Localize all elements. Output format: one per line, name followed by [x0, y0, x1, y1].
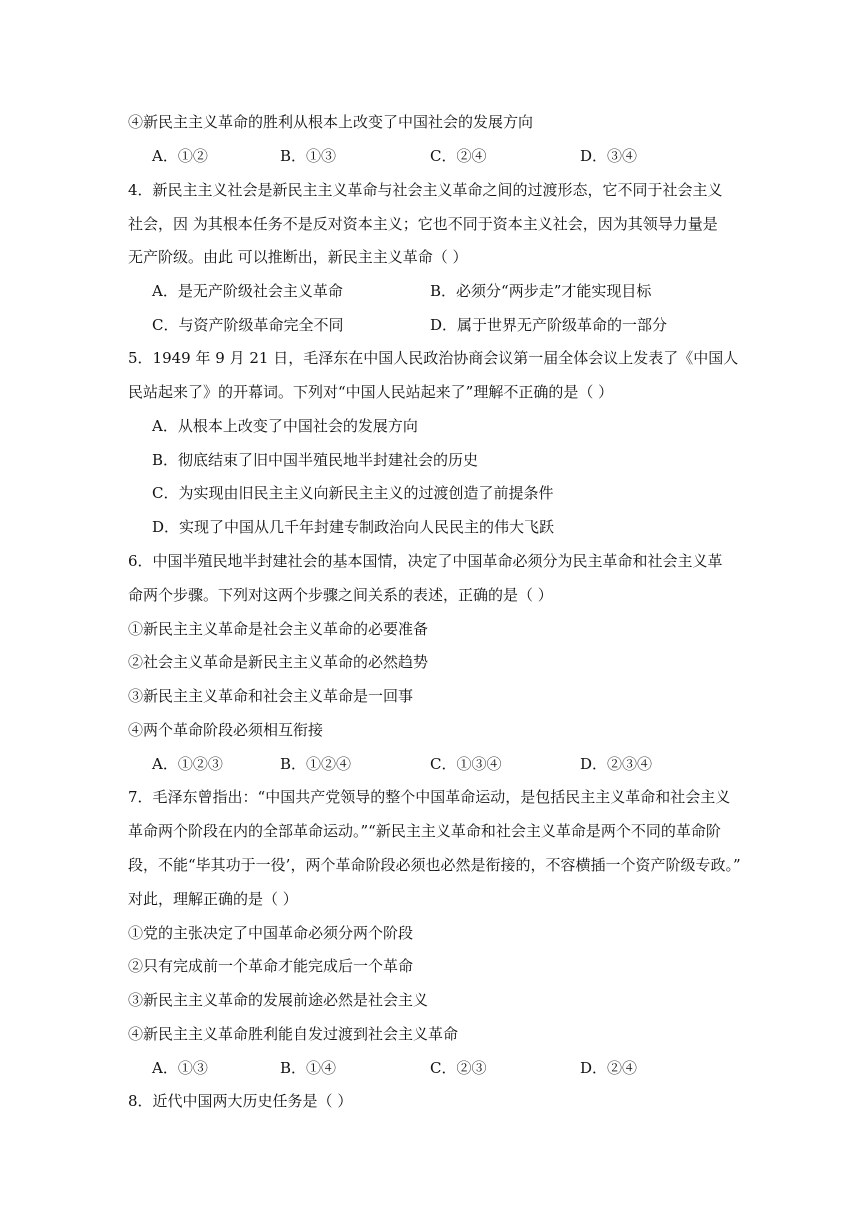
q7-statement-2: ②只有完成前一个革命才能完成后一个革命	[128, 957, 414, 975]
q4-option-a: A．是无产阶级社会主义革命	[152, 282, 343, 300]
q4-text-line-2: 社会，因 为其根本任务不是反对资本主义；它也不同于资本主义社会，因为其领导力量是	[128, 215, 718, 233]
q7-options	[0, 1057, 860, 1081]
q3-option-c: C．②④	[430, 147, 487, 165]
q6-statement-1: ①新民主主义革命是社会主义革命的必要准备	[128, 620, 429, 638]
q6-option-c: C．①③④	[430, 755, 502, 773]
q6-text-line-1: 6．中国半殖民地半封建社会的基本国情，决定了中国革命必须分为民主革命和社会主义革	[128, 552, 723, 570]
q5-option-c: C．为实现由旧民主主义向新民主主义的过渡创造了前提条件	[152, 484, 554, 502]
q5-option-a: A．从根本上改变了中国社会的发展方向	[152, 417, 418, 435]
q6-statement-3: ③新民主主义革命和社会主义革命是一回事	[128, 687, 414, 705]
q6-options	[0, 753, 860, 777]
q4-options-row-1	[0, 280, 860, 304]
q4-text-line-3: 无产阶级。由此 可以推断出，新民主主义革命（ ）	[128, 248, 468, 266]
q7-text-line-4: 对此，理解正确的是（ ）	[128, 890, 298, 908]
q6-option-a: A．①②③	[152, 755, 223, 773]
q6-text-line-2: 命两个步骤。下列对这两个步骤之间关系的表述，正确的是（ ）	[128, 586, 553, 604]
q7-statement-1: ①党的主张决定了中国革命必须分两个阶段	[128, 924, 414, 942]
q6-statement-2: ②社会主义革命是新民主主义革命的必然趋势	[128, 653, 429, 671]
q6-option-d: D．②③④	[580, 755, 653, 773]
q5-option-b: B．彻底结束了旧中国半殖民地半封建社会的历史	[152, 451, 479, 469]
q6-statement-4: ④两个革命阶段必须相互衔接	[128, 721, 324, 739]
q3-option-b: B．①③	[280, 147, 337, 165]
q7-option-d: D．②④	[580, 1059, 638, 1077]
q7-statement-3: ③新民主主义革命的发展前途必然是社会主义	[128, 991, 429, 1009]
q4-option-c: C．与资产阶级革命完全不同	[152, 316, 344, 334]
q4-text-line-1: 4．新民主主义社会是新民主主义革命与社会主义革命之间的过渡形态，它不同于社会主义	[128, 181, 723, 199]
q4-option-b: B．必须分“两步走”才能实现目标	[430, 282, 652, 300]
q3-statement-4: ④新民主主义革命的胜利从根本上改变了中国社会的发展方向	[128, 113, 534, 131]
q8-text-line-1: 8．近代中国两大历史任务是（ ）	[128, 1092, 353, 1110]
q4-options-row-2	[0, 314, 860, 338]
q6-option-b: B．①②④	[280, 755, 352, 773]
q7-option-a: A．①③	[152, 1059, 208, 1077]
q7-option-c: C．②③	[430, 1059, 487, 1077]
q4-option-d: D．属于世界无产阶级革命的一部分	[430, 316, 668, 334]
q3-option-a: A．①②	[152, 147, 208, 165]
q5-text-line-2: 民站起来了》的开幕词。下列对“中国人民站起来了”理解不正确的是（ ）	[128, 383, 614, 401]
q7-statement-4: ④新民主主义革命胜利能自发过渡到社会主义革命	[128, 1025, 459, 1043]
q3-options	[0, 145, 860, 169]
q7-text-line-3: 段，不能“毕其功于一役’，两个革命阶段必须也必然是衔接的，不容横插一个资产阶级专政。”	[128, 856, 741, 874]
q3-option-d: D．③④	[580, 147, 638, 165]
q5-option-d: D．实现了中国从几千年封建专制政治向人民民主的伟大飞跃	[152, 518, 555, 536]
q7-text-line-2: 革命两个阶段在内的全部革命运动。”“新民主主义革命和社会主义革命是两个不同的革命阶	[128, 822, 721, 840]
q7-option-b: B．①④	[280, 1059, 337, 1077]
q5-text-line-1: 5．1949 年 9 月 21 日，毛泽东在中国人民政治协商会议第一届全体会议上发表了《中国人	[128, 349, 739, 367]
q7-text-line-1: 7．毛泽东曾指出：“中国共产党领导的整个中国革命运动，是包括民主主义革命和社会主义	[128, 788, 731, 806]
